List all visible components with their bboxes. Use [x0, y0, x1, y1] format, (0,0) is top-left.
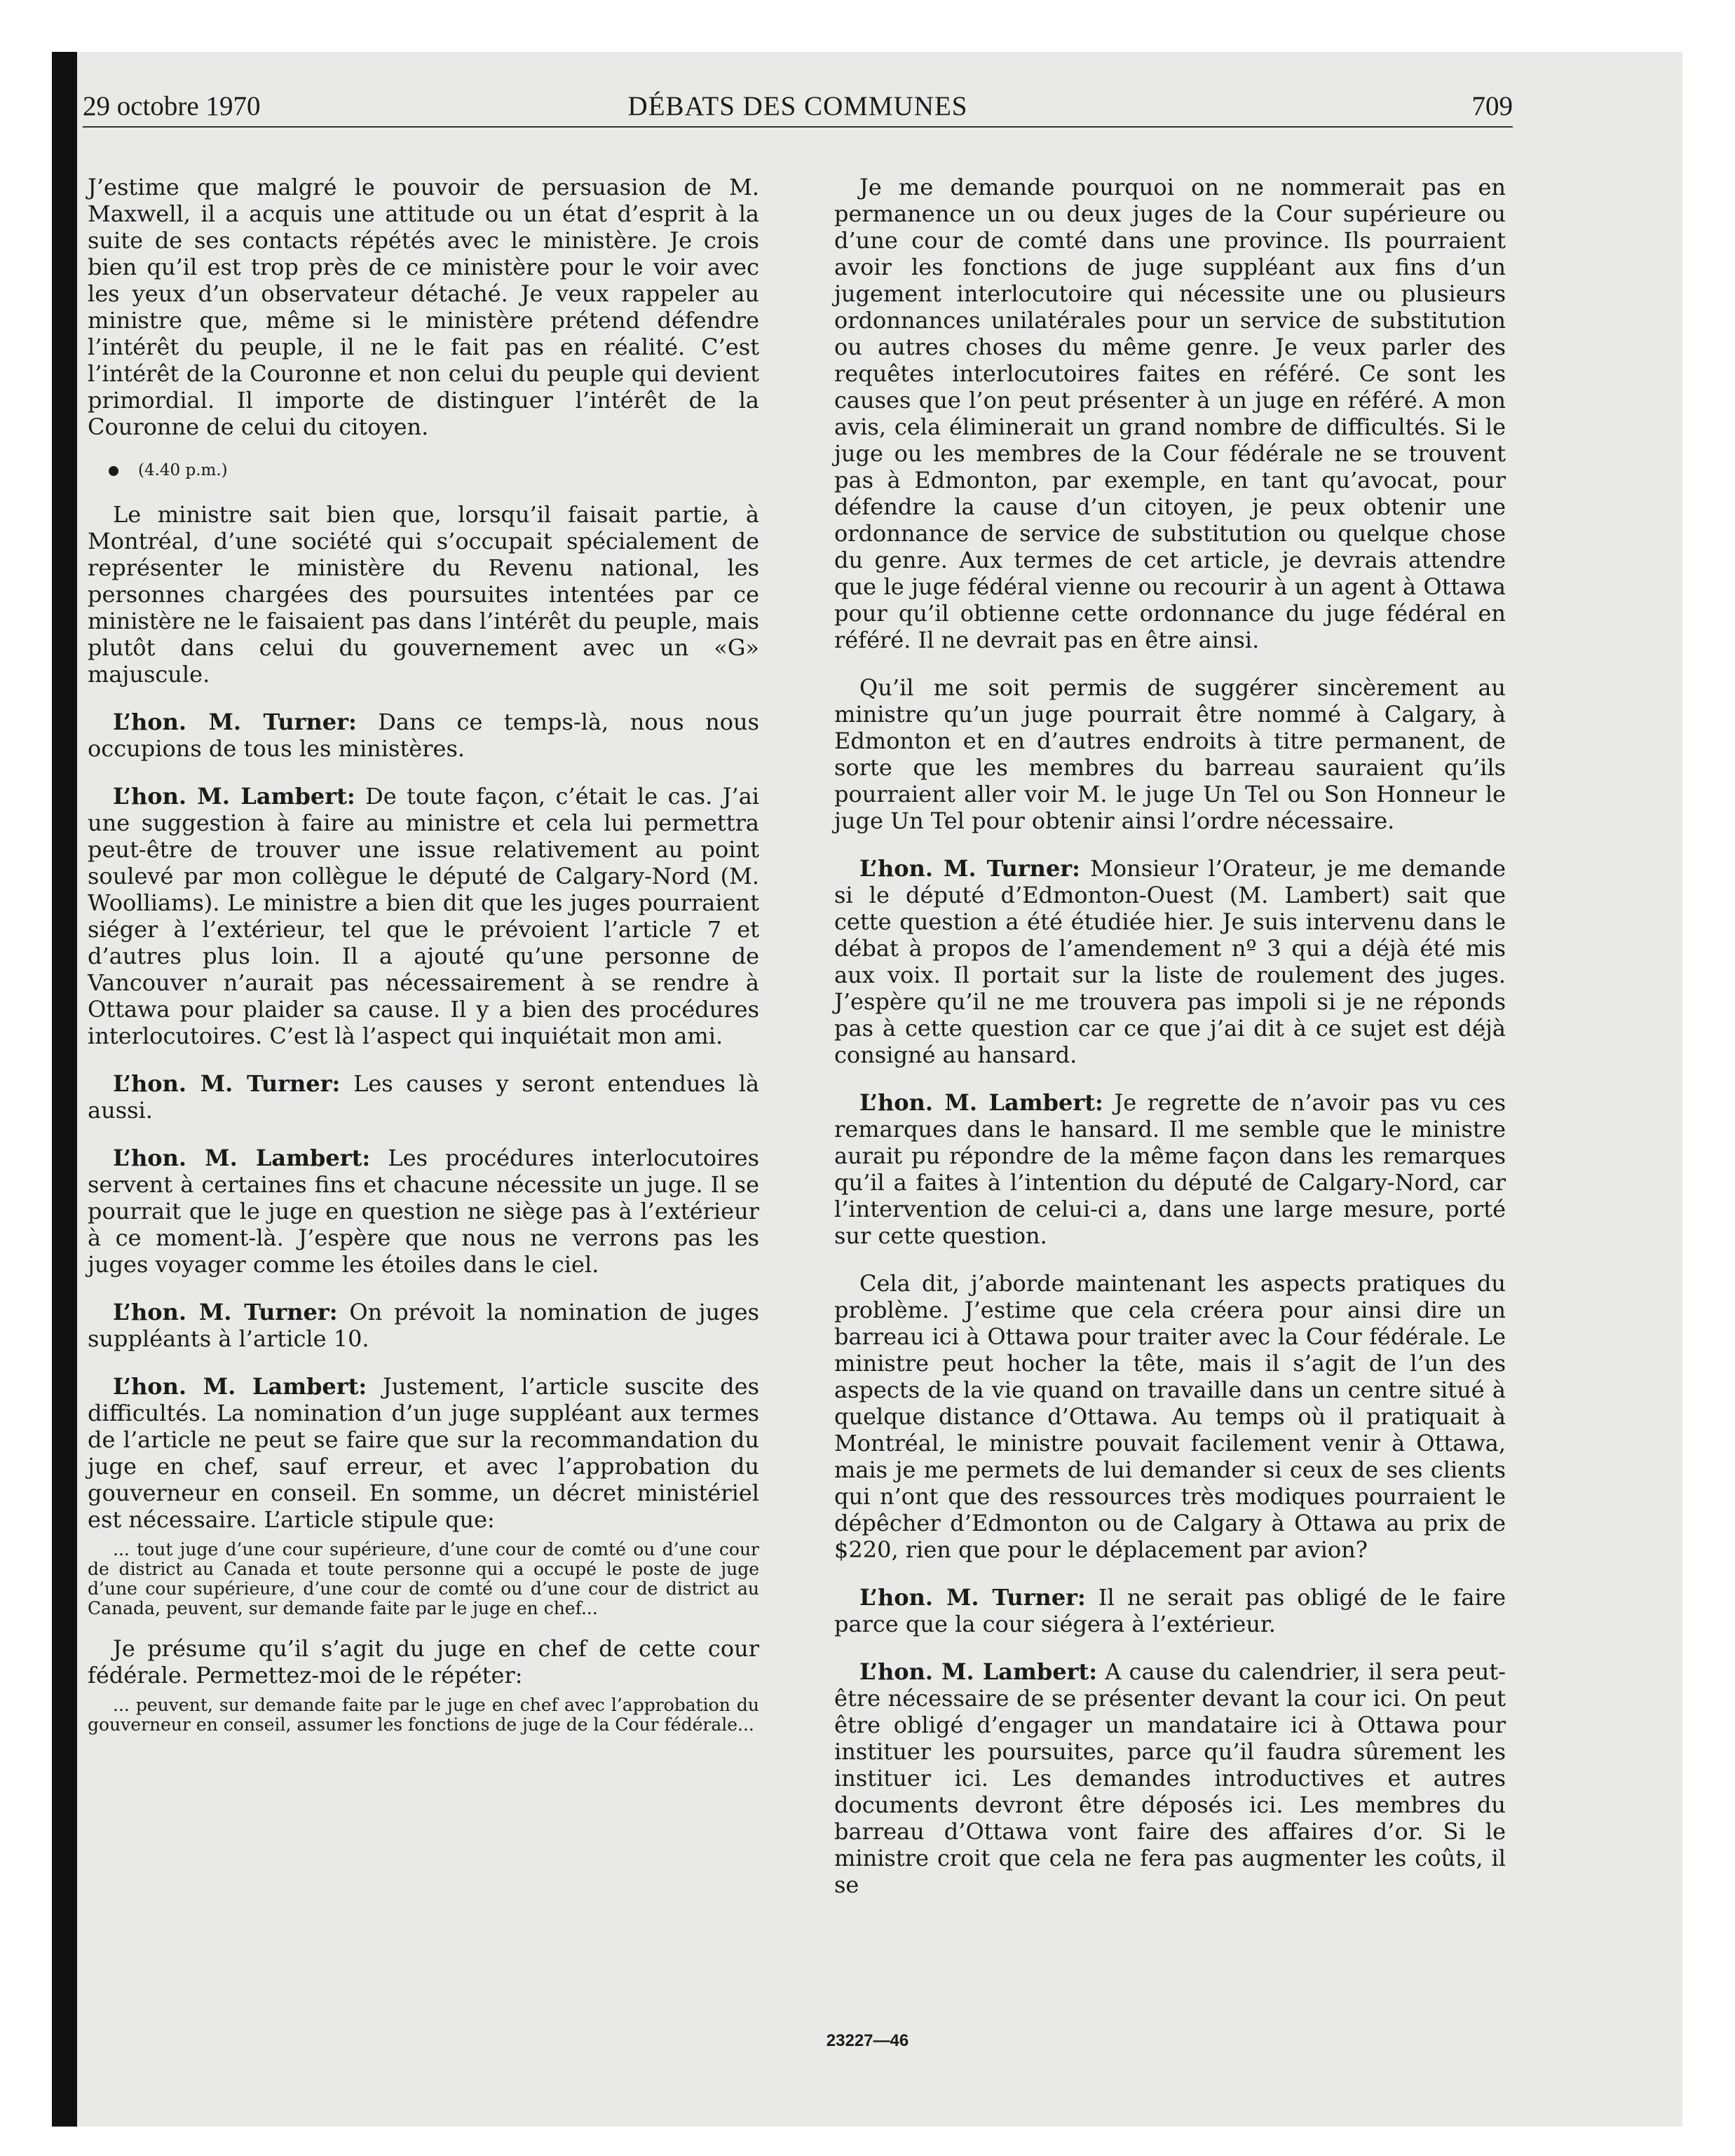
speech — [88, 1299, 759, 1352]
scan-edge — [52, 52, 77, 2127]
bullet-icon — [109, 466, 118, 476]
right-column — [834, 174, 1506, 1919]
speech — [834, 855, 1506, 1068]
speaker-name: L’hon. M. Lambert: — [113, 783, 355, 810]
paragraph: Je présume qu’il s’agit du juge en chef de cette cour fédérale. Permettez-moi de le répéter: — [88, 1635, 759, 1688]
speaker-name: L’hon. M. Lambert: — [859, 1658, 1098, 1685]
paragraph: Je me demande pourquoi on ne nommerait pas en permanence un ou deux juges de la Cour supérieure ou d’une cour de comté dans une province. Ils pourraient avoir les fonctions de juge suppléant aux fins d’un jugement interlocutoire qui nécessite une ou plusieurs ordonnances unilatérales pour un service de substitution ou autres choses du même genre. Je veux parler des requêtes interlocutoires faites en référé. Ce sont les causes que l’on peut présenter à un juge en référé. A mon avis, cela éliminerait un grand nombre de difficultés. Si le juge ou les membres de la Cour fédérale ne se trouvent pas à Edmonton, par exemple, en tant qu’avocat, pour défendre la cause d’un citoyen, je peux obtenir une ordonnance de service de substitution ou quelque chose du genre. Aux termes de cet article, je devrais attendre que le juge fédéral vienne ou recourir à un agent à Ottawa pour qu’il obtienne cette ordonnance du juge fédéral en référé. Il ne devrait pas en être ainsi. — [834, 174, 1506, 653]
speech-text: Les procédures interlocutoires servent à certaines fins et chacune nécessite un juge. Il se pourrait que le juge en question ne siège pas à l’extérieur à ce moment-là. J’espère que nous ne verrons pas les juges voyager comme les étoiles dans le ciel. — [88, 1145, 760, 1278]
speech-text: Je regrette de n’avoir pas vu ces remarques dans le hansard. Il me semble que le ministre aurait pu répondre de la même façon dans les remarques qu’il a faites à l’intention du député de Calgary-Nord, car l’intervention de celui-ci a, dans une large mesure, porté sur cette question. — [834, 1089, 1506, 1249]
running-header — [83, 86, 1513, 128]
speaker-name: L’hon. M. Lambert: — [113, 1145, 371, 1171]
speaker-name: L’hon. M. Turner: — [859, 855, 1080, 882]
speaker-name: L’hon. M. Lambert: — [113, 1373, 367, 1400]
left-column — [88, 174, 759, 1752]
speech-text: Les causes y seront entendues là aussi. — [88, 1070, 760, 1124]
speech — [834, 1584, 1506, 1637]
speech-text: A cause du calendrier, il sera peut-être nécessaire de se présenter devant la cour ici. On peut être obligé d’engager un mandataire ici à Ottawa pour instituer les poursuites, parce qu’il faudra sûrement les instituer ici. Les demandes introductives et autres documents devront être déposés ici. Les membres du barreau d’Ottawa vont faire des affaires d’or. Si le ministre croit que cela ne fera pas augmenter les coûts, il se — [834, 1658, 1506, 1898]
speaker-name: L’hon. M. Turner: — [113, 1070, 341, 1097]
speech-text: De toute façon, c’était le cas. J’ai une suggestion à faire au ministre et cela lui permettra peut-être de trouver une issue relativement au point soulevé par mon collègue le député de Calgary-Nord (M. Woolliams). Le ministre a bien dit que les juges pourraient siéger à l’extérieur, tel que le prévoient l’article 7 et d’autres plus loin. Il a ajouté qu’une personne de Vancouver n’aurait pas nécessairement à se rendre à Ottawa pour plaider sa cause. Il y a bien des procédures interlocutoires. C’est là l’aspect qui inquiétait mon ami. — [88, 783, 759, 1049]
speaker-name: L’hon. M. Turner: — [113, 1299, 338, 1325]
speech — [88, 1070, 759, 1124]
speech-text: Monsieur l’Orateur, je me demande si le député d’Edmonton-Ouest (M. Lambert) sait que cette question a été étudiée hier. Je suis intervenu dans le débat à propos de l’amendement nº 3 qui a déjà été mis aux voix. Il portait sur la liste de roulement des juges. J’espère qu’il ne me trouvera pas impoli si je ne réponds pas à cette question car ce que j’ai dit à ce sujet est déjà consigné au hansard. — [834, 855, 1506, 1068]
header-date: 29 octobre 1970 — [83, 91, 261, 121]
paragraph: Cela dit, j’aborde maintenant les aspects pratiques du problème. J’estime que cela créera pour ainsi dire un barreau ici à Ottawa pour traiter avec la Cour fédérale. Le ministre peut hocher la tête, mais il s’agit de l’un des aspects de la vie quand on travaille dans un centre situé à quelque distance d’Ottawa. Au temps où il pratiquait à Montréal, le ministre pouvait facilement venir à Ottawa, mais je me permets de lui demander si ceux de ses clients qui n’ont que des ressources très modiques pourraient le dépêcher d’Edmonton ou de Calgary à Ottawa au prix de $220, rien que pour le déplacement par avion? — [834, 1270, 1506, 1563]
speech — [88, 783, 759, 1049]
block-quote: ... tout juge d’une cour supérieure, d’une cour de comté ou d’une cour de district au Canada et toute personne qui a occupé le poste de juge d’une cour supérieure, d’une cour de comté ou d’une cour de district au Canada, peuvent, sur demande faite par le juge en chef... — [88, 1539, 759, 1618]
speech — [834, 1658, 1506, 1898]
speaker-name: L’hon. M. Turner: — [859, 1584, 1086, 1611]
speech — [834, 1089, 1506, 1249]
header-title: DÉBATS DES COMMUNES — [627, 91, 968, 121]
timestamp-text: (4.40 p.m.) — [138, 461, 228, 479]
paragraph: Le ministre sait bien que, lorsqu’il faisait partie, à Montréal, d’une société qui s’occupait spécialement de représenter le ministère du Revenu national, les personnes chargées des poursuites intentées par ce ministère ne le faisaient pas dans l’intérêt du peuple, mais plutôt dans celui du gouvernement avec un «G» majuscule. — [88, 501, 759, 688]
paragraph: Qu’il me soit permis de suggérer sincèrement au ministre qu’un juge pourrait être nommé à Calgary, à Edmonton et en d’autres endroits à titre permanent, de sorte que les membres du barreau sauraient qu’ils pourraient aller voir M. le juge Un Tel ou Son Honneur le juge Un Tel pour obtenir ainsi l’ordre nécessaire. — [834, 674, 1506, 834]
speech — [88, 1145, 759, 1278]
speech-text: On prévoit la nomination de juges suppléants à l’article 10. — [88, 1299, 759, 1352]
page-number: 709 — [1471, 91, 1513, 121]
speaker-name: L’hon. M. Turner: — [113, 709, 357, 735]
speaker-name: L’hon. M. Lambert: — [859, 1089, 1103, 1116]
speech — [88, 1373, 759, 1533]
block-quote: ... peuvent, sur demande faite par le juge en chef avec l’approbation du gouverneur en conseil, assumer les fonctions de juge de la Cour fédérale... — [88, 1695, 759, 1735]
speech-text: Il ne serait pas obligé de le faire parce que la cour siégera à l’extérieur. — [834, 1584, 1506, 1637]
speech-text: Dans ce temps-là, nous nous occupions de tous les ministères. — [88, 709, 760, 762]
speech — [88, 709, 759, 762]
timestamp — [88, 461, 759, 480]
paragraph: J’estime que malgré le pouvoir de persuasion de M. Maxwell, il a acquis une attitude ou un état d’esprit à la suite de ses contacts répétés avec le ministère. Je crois bien qu’il est trop près de ce ministère pour le voir avec les yeux d’un observateur détaché. Je veux rappeler au ministre que, même si le ministère prétend défendre l’intérêt du peuple, il ne le fait pas en réalité. C’est l’intérêt de la Couronne et non celui du peuple qui devient primordial. Il importe de distinguer l’intérêt de la Couronne de celui du citoyen. — [88, 174, 759, 440]
speech-text: Justement, l’article suscite des difficultés. La nomination d’un juge suppléant aux termes de l’article ne peut se faire que sur la recommandation du juge en chef, sauf erreur, et avec l’approbation du gouverneur en conseil. En somme, un décret ministériel est nécessaire. L’article stipule que: — [88, 1373, 760, 1533]
signature-mark: 23227—46 — [826, 2031, 909, 2050]
